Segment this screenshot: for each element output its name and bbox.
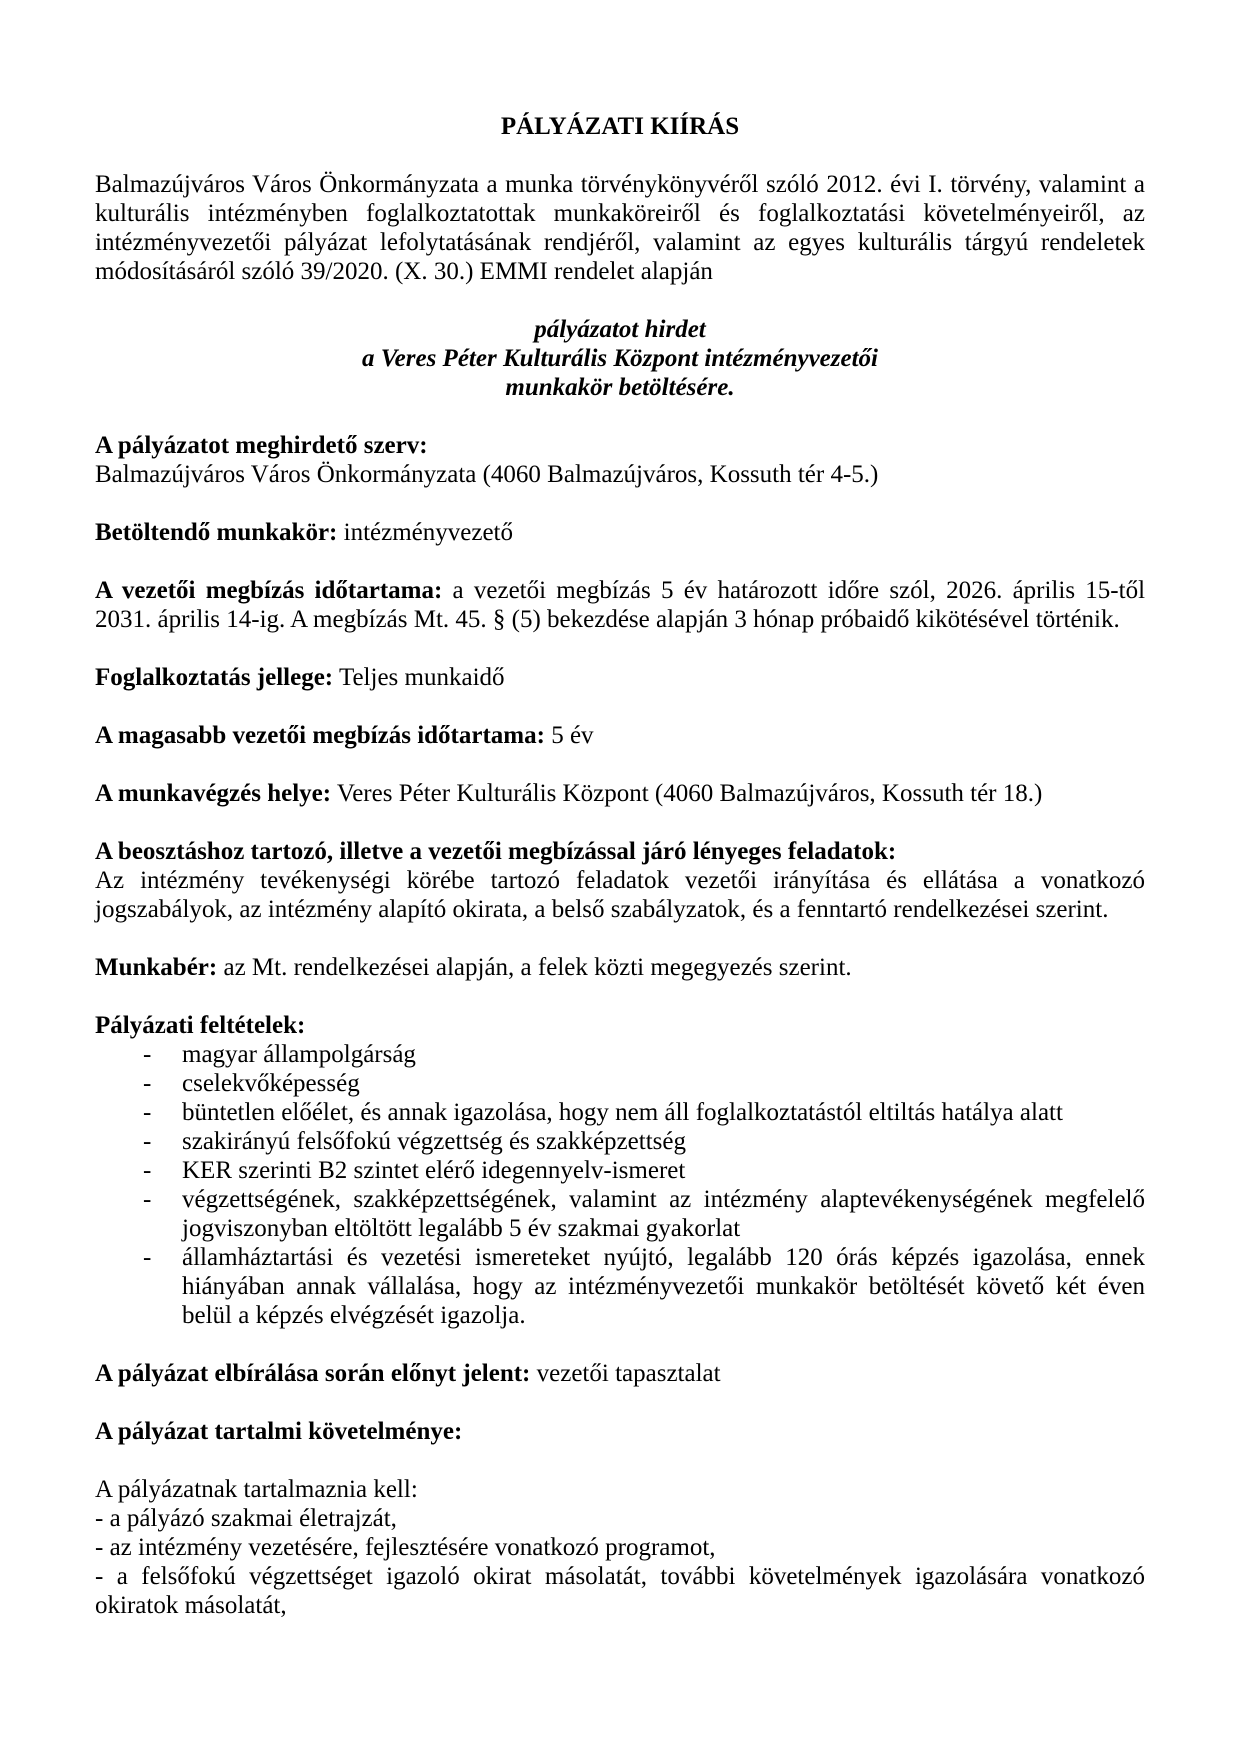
field-value: az Mt. rendelkezései alapján, a felek közti megegyezés szerint. xyxy=(223,954,852,981)
announcement-line-1: pályázatot hirdet xyxy=(534,316,706,343)
blank-line xyxy=(95,750,1145,779)
list-item xyxy=(95,1127,1145,1156)
list-item xyxy=(95,1185,1145,1243)
list-item-text: államháztartási és vezetési ismereteket nyújtó, legalább 120 órás képzés igazolása, ennek hiányában annak vállalása, hogy az intézményvezetői munkakör betöltését követő két éven belül a képzés elvégzését igazolja. xyxy=(182,1244,1145,1329)
bullet-dash: - xyxy=(143,1244,152,1271)
list-item xyxy=(95,1069,1145,1098)
section-magasabb-vezetoi xyxy=(95,721,1145,750)
tartalom-item: - a felsőfokú végzettséget igazoló okirat másolatát, további követelmények igazolására vonatkozó okiratok másolatát, xyxy=(95,1563,1145,1619)
bullet-dash: - xyxy=(143,1041,152,1068)
list-item-text: végzettségének, szakképzettségének, valamint az intézmény alaptevékenységének megfelelő jogviszonyban eltöltött legalább 5 év szakmai gyakorlat xyxy=(182,1186,1145,1242)
list-item xyxy=(95,1243,1145,1330)
section-feladatok xyxy=(95,837,1145,924)
blank-line xyxy=(95,1330,1145,1359)
tartalom-item: - az intézmény vezetésére, fejlesztésére vonatkozó programot, xyxy=(95,1534,716,1561)
field-label: Munkabér: xyxy=(95,954,218,981)
list-item-text: büntetlen előélet, és annak igazolása, hogy nem áll foglalkoztatástól eltiltás hatálya alatt xyxy=(182,1099,1063,1126)
field-value: 5 év xyxy=(551,722,594,749)
blank-line xyxy=(95,489,1145,518)
page-title: PÁLYÁZATI KIÍRÁS xyxy=(500,113,740,140)
bullet-dash: - xyxy=(143,1157,152,1184)
field-value: Teljes munkaidő xyxy=(338,664,505,691)
field-value: Veres Péter Kulturális Központ (4060 Balmazújváros, Kossuth tér 18.) xyxy=(336,780,1043,807)
intro-paragraph: Balmazújváros Város Önkormányzata a munka törvénykönyvéről szóló 2012. évi I. törvény, valamint a kulturális intézményben foglalkoztatottak munkaköreiről és foglalkoztatási követelményeiről, az intézményvezetői pályázat lefolytatásának rendjéről, valamint az egyes kulturális tárgyú rendeletek módosításáról szóló 39/2020. (X. 30.) EMMI rendelet alapján xyxy=(95,171,1145,285)
bullet-dash: - xyxy=(143,1128,152,1155)
blank-line xyxy=(95,634,1145,663)
blank-line xyxy=(95,1388,1145,1417)
field-label: A magasabb vezetői megbízás időtartama: xyxy=(95,722,545,749)
field-value: Az intézmény tevékenységi körébe tartozó feladatok vezetői irányítása és ellátása a vonatkozó jogszabályok, az intézmény alapító okirata, a belső szabályzatok, és a fenntartó rendelkezései szerint. xyxy=(95,867,1145,923)
field-value: Balmazújváros Város Önkormányzata (4060 Balmazújváros, Kossuth tér 4-5.) xyxy=(95,461,879,488)
section-betoltendo-munkakor xyxy=(95,518,1145,547)
blank-line xyxy=(95,808,1145,837)
list-item-text: szakirányú felsőfokú végzettség és szakképzettség xyxy=(182,1128,686,1155)
field-label: A beosztáshoz tartozó, illetve a vezetői megbízással járó lényeges feladatok: xyxy=(95,838,897,865)
tartalom-intro: A pályázatnak tartalmaznia kell: xyxy=(95,1476,418,1503)
field-label: A pályázat elbírálása során előnyt jelent: xyxy=(95,1360,531,1387)
list-item-text: KER szerinti B2 szintet elérő idegennyelv-ismeret xyxy=(182,1157,686,1184)
blank-line xyxy=(95,924,1145,953)
field-label: Foglalkoztatás jellege: xyxy=(95,664,334,691)
list-item xyxy=(95,1156,1145,1185)
field-label: A munkavégzés helye: xyxy=(95,780,332,807)
bullet-dash: - xyxy=(143,1099,152,1126)
list-heading: Pályázati feltételek: xyxy=(95,1012,306,1039)
list-item-text: magyar állampolgárság xyxy=(182,1041,416,1068)
field-value: vezetői tapasztalat xyxy=(536,1360,721,1387)
field-value: intézményvezető xyxy=(343,519,514,546)
list-item xyxy=(95,1098,1145,1127)
section-tartalom xyxy=(95,1475,1145,1620)
list-item xyxy=(95,1040,1145,1069)
section-palyazati-feltetelek xyxy=(95,1011,1145,1330)
field-label: A pályázatot meghirdető szerv: xyxy=(95,432,428,459)
tartalom-item: - a pályázó szakmai életrajzát, xyxy=(95,1505,397,1532)
list-item-text: cselekvőképesség xyxy=(182,1070,360,1097)
blank-line xyxy=(95,1446,1145,1475)
blank-line xyxy=(95,402,1145,431)
blank-line xyxy=(95,692,1145,721)
section-munkaber xyxy=(95,953,1145,982)
blank-line xyxy=(95,286,1145,315)
section-munkavegzes-helye xyxy=(95,779,1145,808)
field-label: A vezetői megbízás időtartama: xyxy=(95,577,443,604)
section-tartalmi-kovetelmeny: A pályázat tartalmi követelménye: xyxy=(95,1418,463,1445)
announcement-line-3: munkakör betöltésére. xyxy=(505,374,735,401)
section-vezetoi-megbizas xyxy=(95,576,1145,634)
field-value: a vezetői megbízás 5 év határozott időre szól, 2026. április 15-től 2031. április 14-ig. A megbízás Mt. 45. § (5) bekezdése alapján 3 hónap próbaidő kikötésével történik. xyxy=(95,577,1146,633)
blank-line xyxy=(95,982,1145,1011)
section-elony xyxy=(95,1359,1145,1388)
blank-line xyxy=(95,547,1145,576)
field-label: Betöltendő munkakör: xyxy=(95,519,338,546)
announcement-line-2: a Veres Péter Kulturális Központ intézményvezetői xyxy=(362,345,878,372)
section-meghirdeto-szerv xyxy=(95,431,1145,489)
announcement-block xyxy=(95,315,1145,402)
blank-line xyxy=(95,141,1145,170)
section-foglalkoztatas-jellege xyxy=(95,663,1145,692)
bullet-dash: - xyxy=(143,1070,152,1097)
bullet-dash: - xyxy=(143,1186,152,1213)
